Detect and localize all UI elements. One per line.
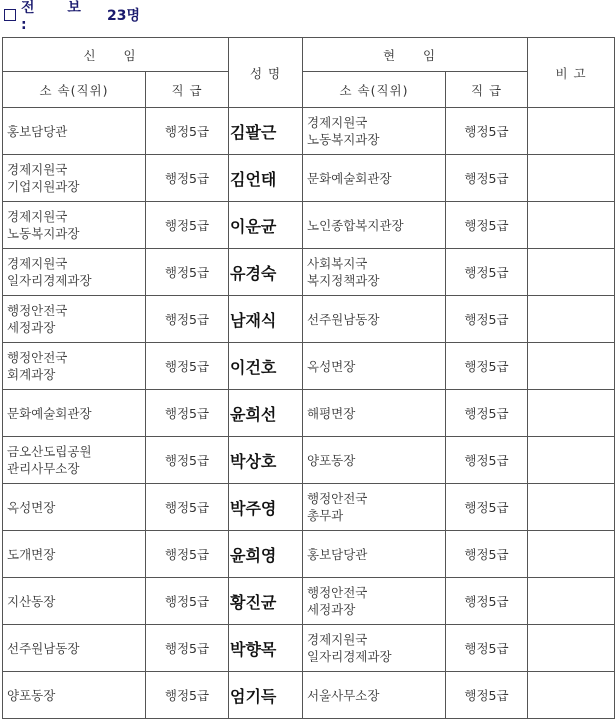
new-affiliation-cell-line: 홍보담당관 [7, 123, 68, 139]
name-cell: 이건호 [229, 343, 303, 390]
current-affiliation-cell-line: 사회복지국 [307, 256, 368, 271]
current-affiliation-cell [303, 531, 446, 578]
new-affiliation-cell-line: 회계과장 [7, 367, 56, 382]
column-header-new-affiliation: 소 속(직위) [3, 72, 146, 108]
name-cell: 박상호 [229, 437, 303, 484]
new-grade-cell: 행정5급 [146, 296, 229, 343]
note-cell [528, 155, 615, 202]
table-row [3, 484, 615, 531]
current-grade-cell: 행정5급 [446, 249, 528, 296]
table-row [3, 155, 615, 202]
name-cell: 박주영 [229, 484, 303, 531]
new-grade-cell: 행정5급 [146, 390, 229, 437]
current-affiliation-cell-line: 홍보담당관 [307, 546, 368, 562]
current-affiliation-cell-line: 노동복지과장 [307, 132, 380, 147]
new-grade-cell: 행정5급 [146, 202, 229, 249]
current-affiliation-cell-line: 행정안전국 [307, 491, 368, 506]
table-row [3, 249, 615, 296]
new-affiliation-cell [3, 625, 146, 672]
transfer-count: 23명 [107, 8, 141, 24]
new-affiliation-cell [3, 484, 146, 531]
new-affiliation-cell-line: 경제지원국 [7, 209, 68, 224]
column-header-note: 비 고 [528, 38, 615, 108]
current-affiliation-cell [303, 390, 446, 437]
note-cell [528, 531, 615, 578]
current-affiliation-cell-line: 옥성면장 [307, 358, 356, 374]
new-affiliation-cell [3, 390, 146, 437]
new-affiliation-cell [3, 343, 146, 390]
table-row [3, 578, 615, 625]
new-affiliation-cell [3, 531, 146, 578]
table-row [3, 625, 615, 672]
current-affiliation-cell [303, 578, 446, 625]
table-row [3, 390, 615, 437]
new-affiliation-cell-line: 기업지원과장 [7, 179, 80, 194]
note-cell [528, 249, 615, 296]
table-row [3, 202, 615, 249]
current-grade-cell: 행정5급 [446, 343, 528, 390]
current-grade-cell: 행정5급 [446, 296, 528, 343]
new-affiliation-cell-line: 옥성면장 [7, 499, 56, 515]
table-row [3, 437, 615, 484]
new-grade-cell: 행정5급 [146, 155, 229, 202]
name-cell: 이운균 [229, 202, 303, 249]
current-grade-cell: 행정5급 [446, 390, 528, 437]
new-grade-cell: 행정5급 [146, 249, 229, 296]
current-affiliation-cell-line: 노인종합복지관장 [307, 217, 404, 233]
new-affiliation-cell [3, 672, 146, 719]
current-affiliation-cell-line: 행정안전국 [307, 585, 368, 600]
current-grade-cell: 행정5급 [446, 202, 528, 249]
personnel-transfer-table [2, 37, 615, 719]
current-grade-cell: 행정5급 [446, 531, 528, 578]
new-affiliation-cell-line: 행정안전국 [7, 350, 68, 365]
note-cell [528, 672, 615, 719]
name-cell: 박향목 [229, 625, 303, 672]
name-cell: 윤희영 [229, 531, 303, 578]
current-grade-cell: 행정5급 [446, 672, 528, 719]
current-affiliation-cell [303, 437, 446, 484]
column-header-new-grade: 직 급 [146, 72, 229, 108]
current-affiliation-cell-line: 복지정책과장 [307, 273, 380, 288]
table-row [3, 296, 615, 343]
new-affiliation-cell-line: 금오산도립공원 [7, 444, 92, 459]
current-grade-cell: 행정5급 [446, 108, 528, 155]
table-row [3, 108, 615, 155]
new-affiliation-cell-line: 노동복지과장 [7, 226, 80, 241]
column-header-name: 성 명 [229, 38, 303, 108]
document-header [4, 0, 141, 33]
new-affiliation-cell-line: 지산동장 [7, 593, 56, 609]
note-cell [528, 202, 615, 249]
current-affiliation-cell-line: 경제지원국 [307, 632, 368, 647]
current-affiliation-cell [303, 249, 446, 296]
name-cell: 김팔근 [229, 108, 303, 155]
name-cell: 엄기득 [229, 672, 303, 719]
current-grade-cell: 행정5급 [446, 155, 528, 202]
column-header-current-post: 현 임 [303, 38, 528, 72]
current-affiliation-cell [303, 296, 446, 343]
new-grade-cell: 행정5급 [146, 531, 229, 578]
note-cell [528, 484, 615, 531]
new-grade-cell: 행정5급 [146, 625, 229, 672]
new-affiliation-cell-line: 선주원남동장 [7, 640, 80, 656]
checkbox-square-icon [4, 9, 16, 21]
current-affiliation-cell-line: 세정과장 [307, 602, 356, 617]
new-affiliation-cell-line: 세정과장 [7, 320, 56, 335]
new-affiliation-cell [3, 202, 146, 249]
current-affiliation-cell [303, 484, 446, 531]
new-grade-cell: 행정5급 [146, 672, 229, 719]
note-cell [528, 296, 615, 343]
new-affiliation-cell [3, 437, 146, 484]
new-affiliation-cell [3, 296, 146, 343]
name-cell: 남재식 [229, 296, 303, 343]
new-affiliation-cell-line: 문화예술회관장 [7, 405, 92, 421]
new-affiliation-cell [3, 578, 146, 625]
current-affiliation-cell-line: 경제지원국 [307, 115, 368, 130]
new-affiliation-cell [3, 155, 146, 202]
current-grade-cell: 행정5급 [446, 437, 528, 484]
new-affiliation-cell-line: 도개면장 [7, 546, 56, 562]
current-grade-cell: 행정5급 [446, 578, 528, 625]
new-grade-cell: 행정5급 [146, 484, 229, 531]
new-grade-cell: 행정5급 [146, 437, 229, 484]
current-affiliation-cell [303, 202, 446, 249]
transfer-label: 전 보 : [21, 0, 95, 33]
name-cell: 황진균 [229, 578, 303, 625]
current-affiliation-cell [303, 108, 446, 155]
current-grade-cell: 행정5급 [446, 625, 528, 672]
note-cell [528, 343, 615, 390]
new-affiliation-cell-line: 양포동장 [7, 687, 56, 703]
table-row [3, 672, 615, 719]
column-header-current-affiliation: 소 속(직위) [303, 72, 446, 108]
new-grade-cell: 행정5급 [146, 108, 229, 155]
name-cell: 김언태 [229, 155, 303, 202]
current-affiliation-cell [303, 155, 446, 202]
new-affiliation-cell [3, 249, 146, 296]
table-row [3, 531, 615, 578]
current-affiliation-cell-line: 문화예술회관장 [307, 170, 392, 186]
current-affiliation-cell-line: 서울사무소장 [307, 687, 380, 703]
note-cell [528, 108, 615, 155]
current-affiliation-cell [303, 343, 446, 390]
current-affiliation-cell [303, 672, 446, 719]
current-grade-cell: 행정5급 [446, 484, 528, 531]
note-cell [528, 390, 615, 437]
new-affiliation-cell-line: 일자리경제과장 [7, 273, 92, 288]
current-affiliation-cell-line: 양포동장 [307, 452, 356, 468]
column-header-new-post: 신 임 [3, 38, 229, 72]
current-affiliation-cell-line: 일자리경제과장 [307, 649, 392, 664]
new-affiliation-cell-line: 관리사무소장 [7, 461, 80, 476]
note-cell [528, 625, 615, 672]
note-cell [528, 578, 615, 625]
current-affiliation-cell-line: 총무과 [307, 508, 344, 523]
column-header-current-grade: 직 급 [446, 72, 528, 108]
new-grade-cell: 행정5급 [146, 343, 229, 390]
new-grade-cell: 행정5급 [146, 578, 229, 625]
table-row [3, 343, 615, 390]
current-affiliation-cell [303, 625, 446, 672]
new-affiliation-cell-line: 행정안전국 [7, 303, 68, 318]
new-affiliation-cell-line: 경제지원국 [7, 256, 68, 271]
name-cell: 유경숙 [229, 249, 303, 296]
current-affiliation-cell-line: 해평면장 [307, 405, 356, 421]
new-affiliation-cell [3, 108, 146, 155]
current-affiliation-cell-line: 선주원남동장 [307, 311, 380, 327]
new-affiliation-cell-line: 경제지원국 [7, 162, 68, 177]
note-cell [528, 437, 615, 484]
name-cell: 윤희선 [229, 390, 303, 437]
